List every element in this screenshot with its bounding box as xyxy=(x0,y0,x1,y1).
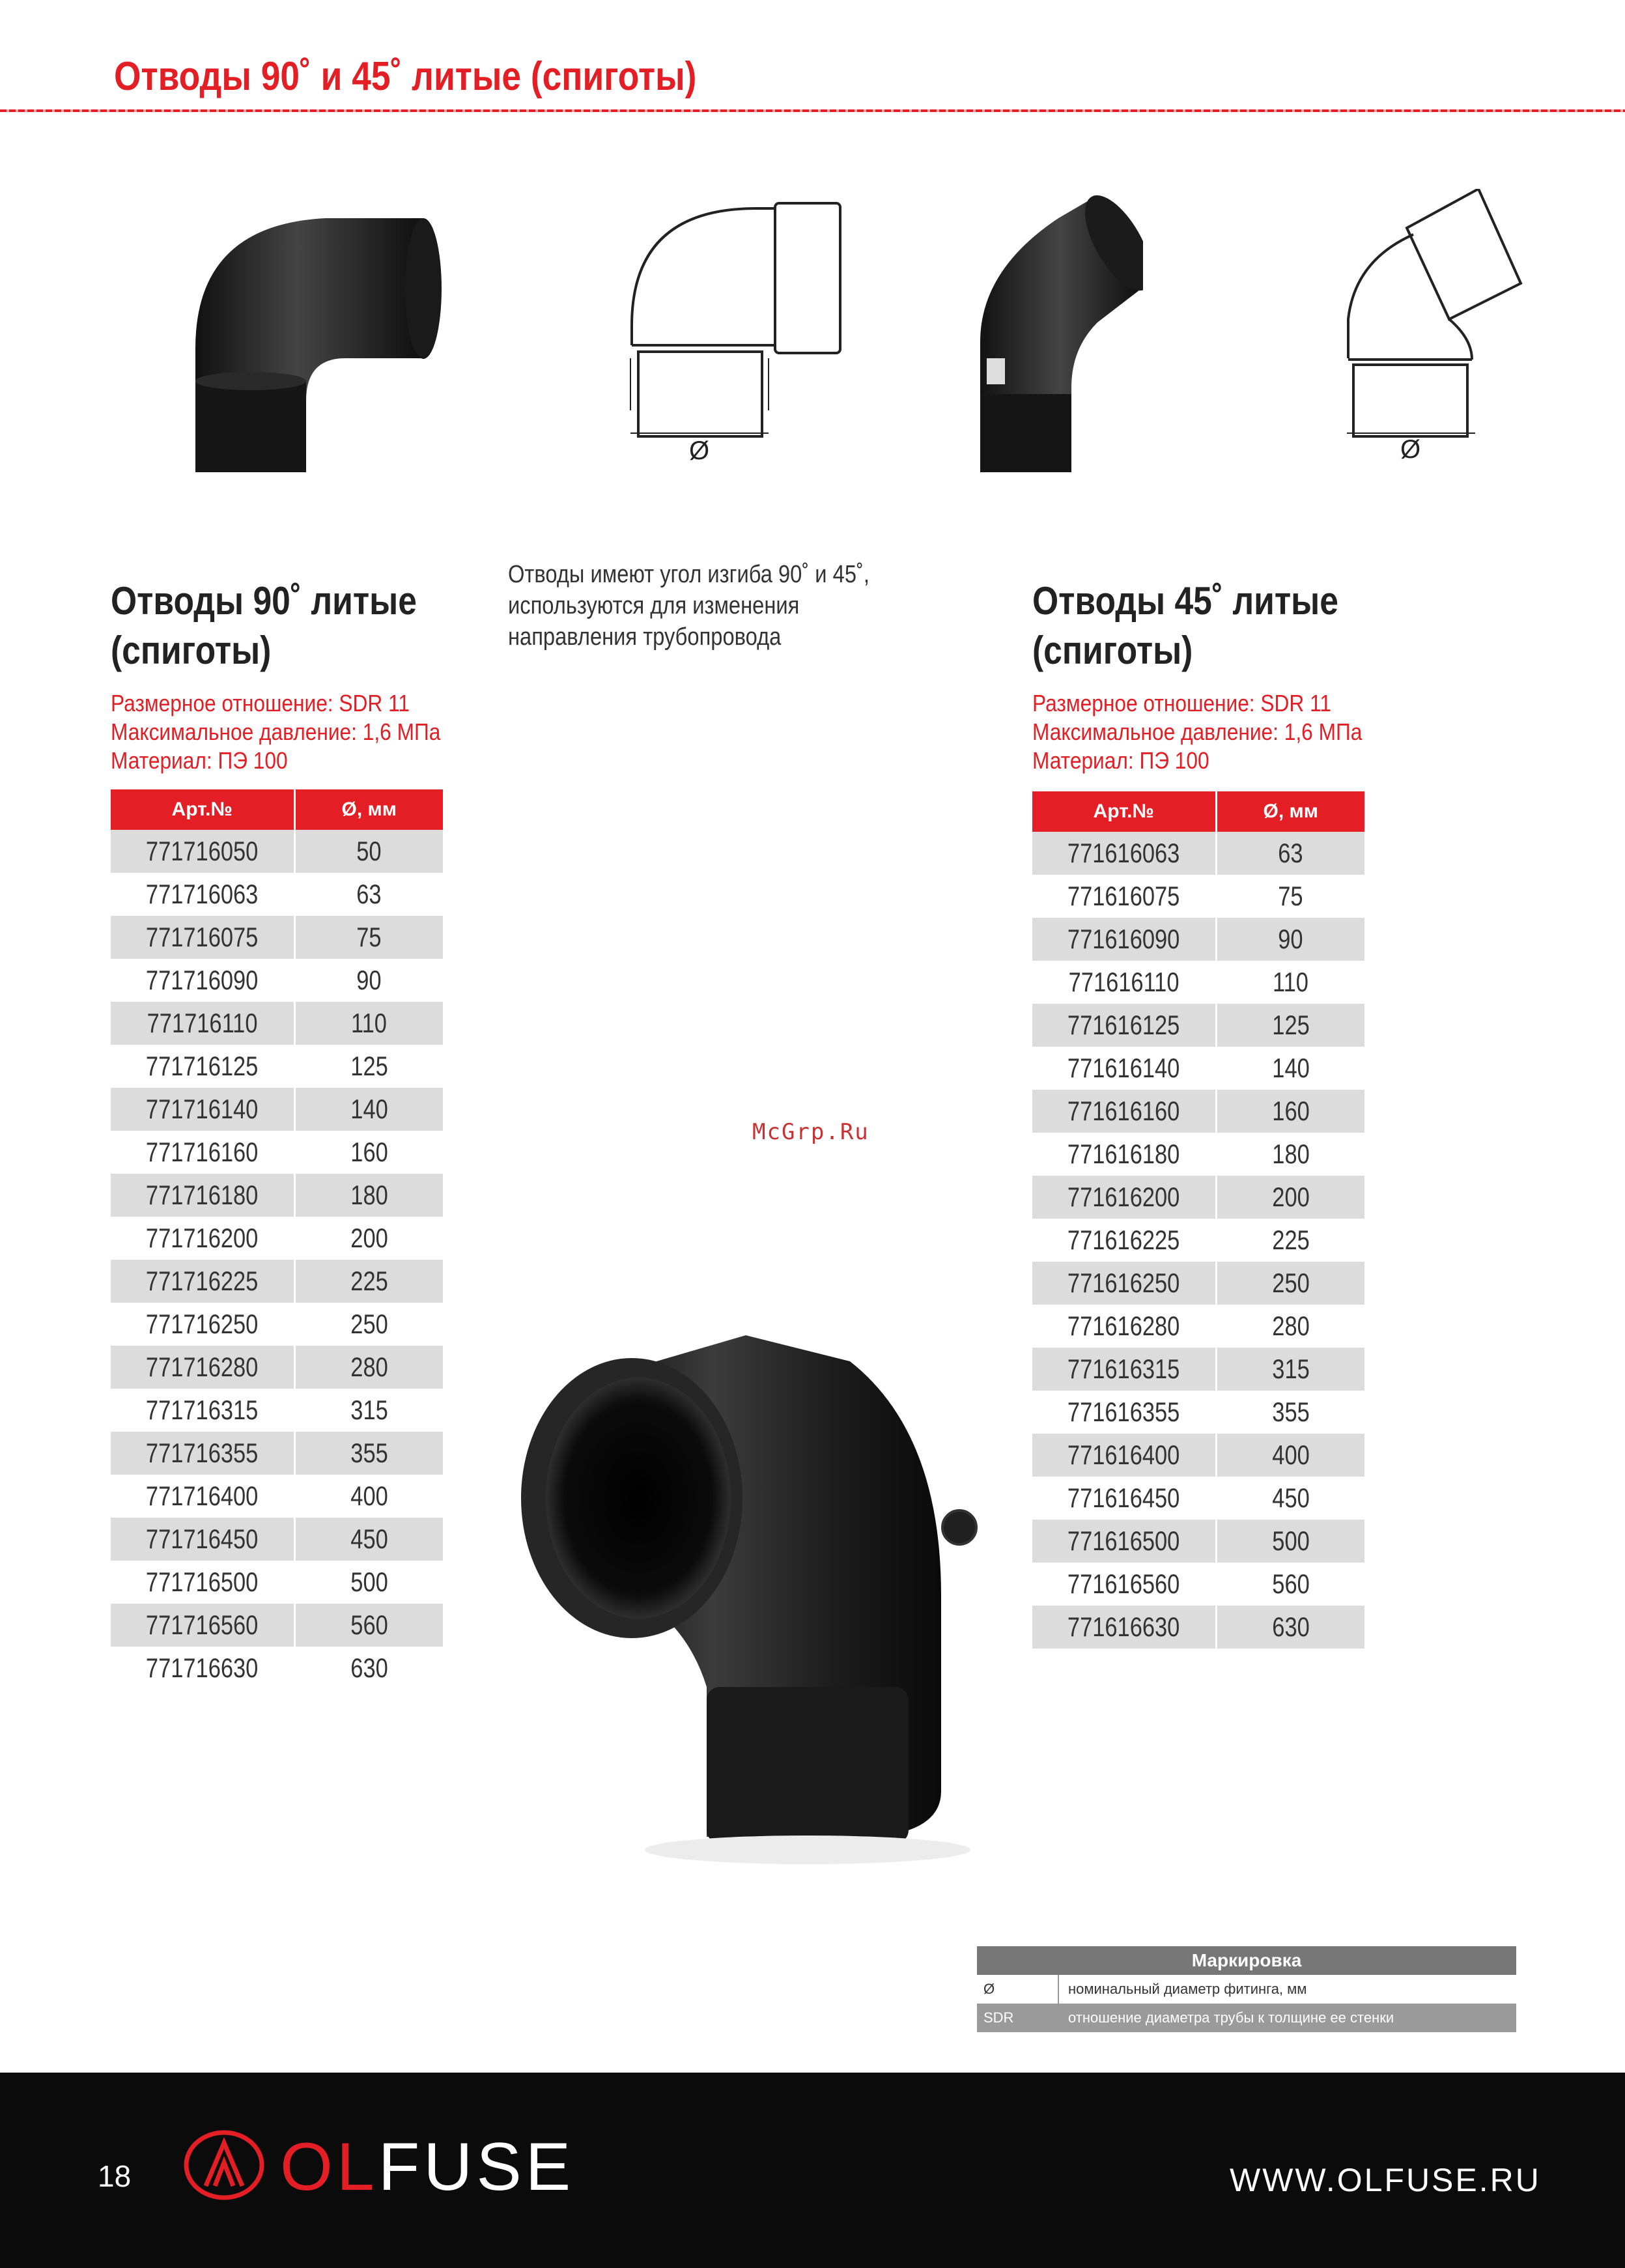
cell-article-text: 771616140 xyxy=(1067,1053,1180,1083)
cell-diameter-text: 63 xyxy=(1278,838,1303,868)
table-row xyxy=(1032,1305,1364,1348)
section-title: Отводы 90˚ литые xyxy=(111,579,417,623)
cell-article xyxy=(1032,1348,1216,1391)
marking-legend xyxy=(977,1946,1516,2032)
cell-article-text: 771716560 xyxy=(146,1609,259,1640)
cell-article-text: 771616450 xyxy=(1067,1482,1180,1513)
table-row xyxy=(1032,875,1364,918)
table-row xyxy=(111,1346,443,1389)
cell-diameter-text: 560 xyxy=(350,1609,388,1640)
cell-article xyxy=(111,1045,294,1088)
cell-article xyxy=(111,1346,294,1389)
table-row xyxy=(111,1260,443,1303)
cell-article xyxy=(111,916,294,959)
table-row xyxy=(1032,1348,1364,1391)
cell-article xyxy=(1032,1434,1216,1477)
cell-article-text: 771616160 xyxy=(1067,1096,1180,1126)
description-line: направления трубопровода xyxy=(508,623,782,651)
table-row xyxy=(1032,1434,1364,1477)
cell-diameter-text: 180 xyxy=(1272,1139,1310,1169)
elbow-45-photo xyxy=(967,192,1143,472)
cell-diameter-text: 560 xyxy=(1272,1568,1310,1599)
cell-diameter-text: 450 xyxy=(1272,1482,1310,1513)
cell-article xyxy=(111,1389,294,1432)
brand-name-red: OL xyxy=(280,2129,378,2205)
cell-article-text: 771616125 xyxy=(1067,1010,1180,1040)
cell-article xyxy=(1032,1262,1216,1305)
cell-diameter-text: 280 xyxy=(1272,1311,1310,1341)
cell-diameter xyxy=(294,1389,443,1432)
col-header-art: Арт.№ xyxy=(111,789,294,830)
watermark: McGrp.Ru xyxy=(752,1119,869,1145)
cell-diameter xyxy=(1216,1391,1364,1434)
table-row xyxy=(1032,1477,1364,1520)
table-row xyxy=(1032,1606,1364,1649)
cell-diameter-text: 90 xyxy=(356,965,382,995)
cell-article-text: 771716063 xyxy=(146,879,259,909)
cell-diameter xyxy=(1216,1133,1364,1176)
cell-diameter xyxy=(1216,1520,1364,1563)
cell-article-text: 771616400 xyxy=(1067,1439,1180,1470)
cell-article-text: 771616110 xyxy=(1068,967,1180,997)
cell-article-text: 771616225 xyxy=(1067,1225,1180,1255)
cell-article-text: 771716355 xyxy=(146,1438,259,1468)
legend-key: Ø xyxy=(977,1975,1059,2004)
cell-diameter-text: 225 xyxy=(350,1266,388,1296)
cell-article xyxy=(111,1303,294,1346)
cell-diameter xyxy=(294,1217,443,1260)
cell-article xyxy=(1032,1133,1216,1176)
legend-key: SDR xyxy=(977,2004,1059,2032)
cell-article-text: 771616500 xyxy=(1067,1525,1180,1556)
cell-diameter-text: 355 xyxy=(1272,1396,1310,1427)
cell-diameter-text: 400 xyxy=(1272,1439,1310,1470)
cell-diameter-text: 250 xyxy=(350,1309,388,1339)
cell-article xyxy=(1032,1391,1216,1434)
cell-article xyxy=(111,1604,294,1647)
table-row xyxy=(111,1518,443,1561)
cell-article-text: 771716500 xyxy=(146,1566,259,1597)
spec-pressure: Максимальное давление: 1,6 МПа xyxy=(111,718,441,745)
cell-diameter xyxy=(1216,1004,1364,1047)
table-row xyxy=(111,830,443,873)
cell-diameter xyxy=(294,1561,443,1604)
cell-diameter xyxy=(1216,918,1364,961)
cell-diameter-text: 450 xyxy=(350,1524,388,1554)
legend-row xyxy=(977,1975,1516,2004)
cell-article xyxy=(1032,832,1216,875)
section-90-specs xyxy=(111,689,485,775)
cell-diameter-text: 355 xyxy=(350,1438,388,1468)
title-divider xyxy=(0,109,1625,112)
cell-diameter xyxy=(294,1647,443,1690)
col-header-diameter: Ø, мм xyxy=(294,789,443,830)
legend-row xyxy=(977,2004,1516,2032)
cell-article-text: 771716225 xyxy=(146,1266,259,1296)
cell-article-text: 771716630 xyxy=(146,1652,259,1683)
cell-article xyxy=(111,1432,294,1475)
cell-diameter xyxy=(1216,1090,1364,1133)
cell-article-text: 771716050 xyxy=(146,836,259,866)
cell-article-text: 771616355 xyxy=(1067,1396,1180,1427)
description xyxy=(508,559,928,653)
elbow-90-drawing xyxy=(625,195,847,475)
cell-diameter xyxy=(294,1475,443,1518)
cell-diameter-text: 630 xyxy=(350,1652,388,1683)
cell-article xyxy=(1032,1090,1216,1133)
table-row xyxy=(111,1475,443,1518)
elbow-45-drawing xyxy=(1342,189,1550,475)
cell-diameter-text: 90 xyxy=(1278,924,1303,954)
cell-article xyxy=(1032,1606,1216,1649)
cell-article xyxy=(111,1002,294,1045)
table-row xyxy=(111,1303,443,1346)
cell-diameter xyxy=(1216,1262,1364,1305)
table-row xyxy=(111,916,443,959)
col-header-diameter: Ø, мм xyxy=(1216,791,1364,832)
diameter-label: Ø xyxy=(689,436,710,465)
cell-diameter xyxy=(294,1045,443,1088)
description-line: Отводы имеют угол изгиба 90˚ и 45˚, xyxy=(508,561,869,588)
legend-title: Маркировка xyxy=(977,1946,1516,1975)
cell-article xyxy=(1032,875,1216,918)
cell-diameter-text: 125 xyxy=(1272,1010,1310,1040)
spec-material: Материал: ПЭ 100 xyxy=(1032,747,1209,774)
cell-article xyxy=(1032,1520,1216,1563)
cell-article-text: 771716110 xyxy=(147,1008,258,1038)
cell-article xyxy=(1032,1176,1216,1219)
brand-name xyxy=(280,2129,574,2206)
cell-diameter xyxy=(1216,832,1364,875)
cell-diameter-text: 280 xyxy=(350,1352,388,1382)
cell-article-text: 771716075 xyxy=(146,922,259,952)
table-elbow-90 xyxy=(111,789,443,1690)
cell-article xyxy=(111,1647,294,1690)
cell-diameter xyxy=(1216,1434,1364,1477)
cell-diameter-text: 315 xyxy=(1272,1354,1310,1384)
cell-diameter xyxy=(294,1604,443,1647)
cell-article-text: 771616630 xyxy=(1067,1611,1180,1642)
table-row xyxy=(111,959,443,1002)
cell-article xyxy=(1032,1047,1216,1090)
cell-diameter-text: 110 xyxy=(1273,967,1309,997)
cell-diameter-text: 50 xyxy=(356,836,382,866)
cell-diameter-text: 160 xyxy=(1272,1096,1310,1126)
table-row xyxy=(111,1561,443,1604)
cell-diameter-text: 140 xyxy=(350,1094,388,1124)
cell-diameter xyxy=(294,1303,443,1346)
cell-article-text: 771716125 xyxy=(146,1051,259,1081)
cell-diameter xyxy=(294,1002,443,1045)
table-row xyxy=(111,1045,443,1088)
page-number: 18 xyxy=(98,2159,132,2193)
cell-article xyxy=(111,959,294,1002)
cell-article xyxy=(1032,1004,1216,1047)
cell-diameter xyxy=(1216,961,1364,1004)
cell-article xyxy=(111,1260,294,1303)
table-row xyxy=(111,1604,443,1647)
legend-value: номинальный диаметр фитинга, мм xyxy=(1068,1981,1307,1997)
brand-logo-icon xyxy=(182,2129,266,2202)
section-title: (спиготы) xyxy=(1032,629,1193,672)
cell-article-text: 771616075 xyxy=(1067,881,1180,911)
cell-article-text: 771616315 xyxy=(1067,1354,1180,1384)
cell-article xyxy=(111,1131,294,1174)
cell-diameter xyxy=(1216,1563,1364,1606)
elbow-large-photo xyxy=(485,1322,1006,1869)
cell-diameter-text: 400 xyxy=(350,1481,388,1511)
description-line: используются для изменения xyxy=(508,592,800,619)
cell-diameter xyxy=(294,1346,443,1389)
cell-article xyxy=(1032,1563,1216,1606)
section-title: Отводы 45˚ литые xyxy=(1032,579,1338,623)
cell-diameter xyxy=(294,830,443,873)
cell-diameter-text: 75 xyxy=(356,922,382,952)
page-title: Отводы 90˚ и 45˚ литые (спиготы) xyxy=(114,54,697,99)
table-row xyxy=(1032,1520,1364,1563)
cell-diameter xyxy=(1216,1176,1364,1219)
table-row xyxy=(1032,1219,1364,1262)
cell-diameter xyxy=(1216,1047,1364,1090)
table-row xyxy=(111,1217,443,1260)
cell-article-text: 771716450 xyxy=(146,1524,259,1554)
cell-diameter xyxy=(1216,875,1364,918)
table-row xyxy=(1032,1176,1364,1219)
cell-diameter xyxy=(1216,1305,1364,1348)
table-row xyxy=(111,1432,443,1475)
cell-article xyxy=(111,873,294,916)
spec-material: Материал: ПЭ 100 xyxy=(111,747,288,774)
cell-article-text: 771716160 xyxy=(146,1137,259,1167)
table-row xyxy=(111,873,443,916)
cell-diameter-text: 125 xyxy=(350,1051,388,1081)
cell-article-text: 771716400 xyxy=(146,1481,259,1511)
cell-diameter xyxy=(294,1260,443,1303)
table-row xyxy=(1032,1047,1364,1090)
table-row xyxy=(1032,1090,1364,1133)
cell-diameter xyxy=(294,1518,443,1561)
cell-diameter xyxy=(294,1432,443,1475)
cell-diameter-text: 160 xyxy=(350,1137,388,1167)
cell-article-text: 771716280 xyxy=(146,1352,259,1382)
col-header-art: Арт.№ xyxy=(1032,791,1216,832)
cell-article xyxy=(1032,1219,1216,1262)
elbow-90-photo xyxy=(176,186,449,472)
cell-diameter xyxy=(294,1088,443,1131)
spec-sdr: Размерное отношение: SDR 11 xyxy=(111,690,410,716)
cell-article xyxy=(1032,1477,1216,1520)
cell-diameter-text: 225 xyxy=(1272,1225,1310,1255)
cell-article-text: 771716315 xyxy=(146,1395,259,1425)
cell-diameter xyxy=(294,1174,443,1217)
cell-article-text: 771716180 xyxy=(146,1180,259,1210)
cell-diameter xyxy=(294,1131,443,1174)
cell-diameter xyxy=(1216,1348,1364,1391)
cell-article-text: 771716200 xyxy=(146,1223,259,1253)
cell-article-text: 771616090 xyxy=(1067,924,1180,954)
table-row xyxy=(111,1131,443,1174)
cell-diameter xyxy=(294,873,443,916)
cell-diameter-text: 140 xyxy=(1272,1053,1310,1083)
cell-diameter xyxy=(1216,1606,1364,1649)
table-row xyxy=(111,1088,443,1131)
table-row xyxy=(1032,1391,1364,1434)
cell-article xyxy=(111,1217,294,1260)
cell-diameter-text: 200 xyxy=(1272,1182,1310,1212)
cell-diameter xyxy=(1216,1477,1364,1520)
cell-article-text: 771716250 xyxy=(146,1309,259,1339)
section-45-specs xyxy=(1032,689,1407,775)
table-row xyxy=(1032,918,1364,961)
cell-diameter-text: 500 xyxy=(1272,1525,1310,1556)
table-row xyxy=(1032,1133,1364,1176)
cell-article xyxy=(111,1561,294,1604)
cell-article-text: 771616560 xyxy=(1067,1568,1180,1599)
cell-article-text: 771616200 xyxy=(1067,1182,1180,1212)
cell-diameter-text: 500 xyxy=(350,1566,388,1597)
cell-article-text: 771616063 xyxy=(1067,838,1180,868)
cell-diameter-text: 250 xyxy=(1272,1268,1310,1298)
cell-diameter-text: 315 xyxy=(350,1395,388,1425)
table-elbow-45 xyxy=(1032,791,1364,1649)
cell-diameter-text: 63 xyxy=(356,879,382,909)
cell-diameter xyxy=(294,959,443,1002)
cell-article xyxy=(111,1088,294,1131)
cell-article xyxy=(1032,961,1216,1004)
cell-article-text: 771616280 xyxy=(1067,1311,1180,1341)
cell-diameter-text: 75 xyxy=(1278,881,1303,911)
section-45-heading xyxy=(1032,576,1388,675)
table-row xyxy=(111,1174,443,1217)
table-row xyxy=(1032,961,1364,1004)
diameter-label: Ø xyxy=(1400,435,1421,464)
cell-article xyxy=(111,1174,294,1217)
spec-pressure: Максимальное давление: 1,6 МПа xyxy=(1032,718,1363,745)
website-link[interactable]: WWW.OLFUSE.RU xyxy=(1230,2162,1541,2198)
cell-article xyxy=(111,1475,294,1518)
legend-value: отношение диаметра трубы к толщине ее стенки xyxy=(1068,2009,1394,2026)
cell-article xyxy=(111,830,294,873)
table-row xyxy=(1032,832,1364,875)
table-row xyxy=(111,1389,443,1432)
cell-diameter-text: 200 xyxy=(350,1223,388,1253)
cell-article xyxy=(111,1518,294,1561)
cell-article-text: 771616180 xyxy=(1067,1139,1180,1169)
section-title: (спиготы) xyxy=(111,629,272,672)
cell-article-text: 771716140 xyxy=(146,1094,259,1124)
cell-article xyxy=(1032,918,1216,961)
cell-article-text: 771716090 xyxy=(146,965,259,995)
table-row xyxy=(1032,1563,1364,1606)
cell-diameter xyxy=(294,916,443,959)
table-row xyxy=(111,1002,443,1045)
cell-diameter xyxy=(1216,1219,1364,1262)
cell-diameter-text: 180 xyxy=(350,1180,388,1210)
cell-diameter-text: 110 xyxy=(351,1008,388,1038)
cell-diameter-text: 630 xyxy=(1272,1611,1310,1642)
cell-article xyxy=(1032,1305,1216,1348)
spec-sdr: Размерное отношение: SDR 11 xyxy=(1032,690,1331,716)
table-row xyxy=(1032,1262,1364,1305)
brand-name-white: FUSE xyxy=(378,2129,575,2205)
cell-article-text: 771616250 xyxy=(1067,1268,1180,1298)
table-row xyxy=(1032,1004,1364,1047)
table-row xyxy=(111,1647,443,1690)
section-90-heading xyxy=(111,576,466,675)
